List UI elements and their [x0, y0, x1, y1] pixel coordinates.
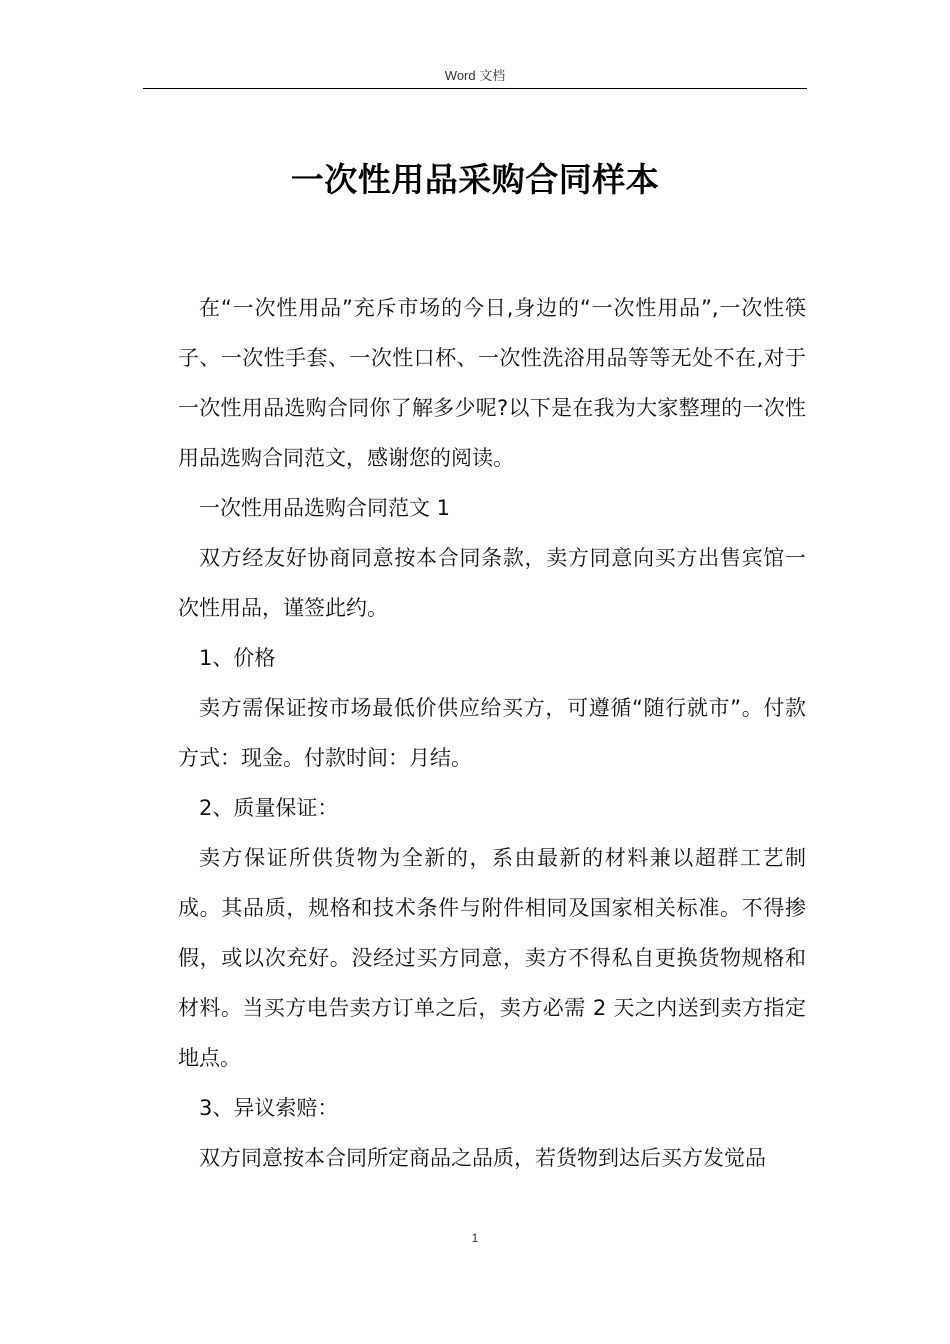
body-paragraph: 双方同意按本合同所定商品之品质，若货物到达后买方发觉品	[199, 1146, 766, 1170]
body-paragraph: 卖方保证所供货物为全新的，系由最新的材料兼以超群工艺制成。其品质，规格和技术条件与附件相同及国家相关标准。不得掺假，或以次充好。没经过买方同意，卖方不得私自更换货物规格和材料。当买方电告卖方订单之后，卖方必需 2 天之内送到卖方指定地点。	[178, 846, 806, 1070]
body-paragraph: 卖方需保证按市场最低价供应给买方，可遵循“随行就市”。付款方式：现金。付款时间：月结。	[178, 696, 806, 770]
section-heading: 一次性用品选购合同范文 1	[199, 496, 451, 520]
clause-heading: 1、价格	[199, 646, 276, 670]
clause-heading: 3、异议索赔：	[199, 1096, 339, 1120]
header-divider	[143, 88, 807, 89]
document-title: 一次性用品采购合同样本	[290, 160, 660, 199]
document-body	[178, 283, 806, 1183]
page-number: 1	[471, 1231, 479, 1245]
clause-heading: 2、质量保证：	[199, 796, 339, 820]
body-paragraph: 双方经友好协商同意按本合同条款，卖方同意向买方出售宾馆一次性用品，谨签此约。	[178, 546, 806, 620]
intro-paragraph: 在“一次性用品”充斥市场的今日,身边的“一次性用品”,一次性筷子、一次性手套、一次性口杯、一次性洗浴用品等等无处不在,对于一次性用品选购合同你了解多少呢?以下是在我为大家整理的一次性用品选购合同范文，感谢您的阅读。	[178, 296, 806, 470]
page-header-label: Word 文档	[444, 68, 506, 83]
